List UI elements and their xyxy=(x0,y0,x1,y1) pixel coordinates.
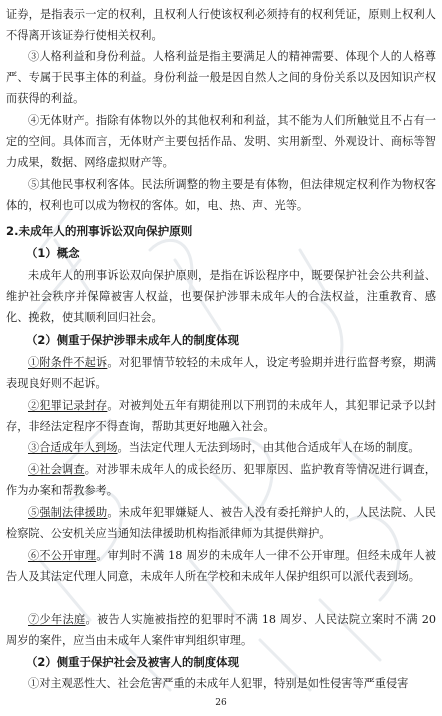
item-body: 。被告人实施被指控的犯罪时不满 18 周岁、人民法院立案时不满 20 周岁的案件，应当由未成年人案件审判组织审理。 xyxy=(6,613,436,648)
item-body: 。当法定代理人无法到场时，由其他合适成年人在场的制度。 xyxy=(117,441,420,454)
item-lead: ⑦少年法庭 xyxy=(28,613,86,626)
item-social-investigation xyxy=(6,459,436,501)
item-juvenile-court xyxy=(6,609,436,651)
item-body: 。对涉罪未成年人的成长经历、犯罪原因、监护教育等情况进行调查，作为办案和帮教参考。 xyxy=(6,463,436,498)
item-body: 。未成年犯罪嫌疑人、被告人没有委托辩护人的，人民法院、人民检察院、公安机关应当通知法律援助机构指派律师为其提供辩护。 xyxy=(6,506,436,541)
subheading-concept: （1）概念 xyxy=(26,246,80,260)
paragraph-intangible-property: ④无体财产。指除有体物以外的其他权利和利益，其不能为人们所触觉且不占有一定的空间。具体而言，无体财产主要包括作品、发明、实用新型、外观设计、商标等智力成果，数据、网络虚拟财产等。 xyxy=(6,114,436,170)
subheading-protect-society: （2）侧重于保护社会及被害人的制度体现 xyxy=(26,655,239,669)
paragraph-serious-offences: ①对主观恶性大、社会危害严重的未成年人犯罪，特别是如性侵害等严重侵害 xyxy=(28,677,409,690)
item-body: 。审判时不满 18 周岁的未成年人一律不公开审理。但经未成年人被告人及其法定代理人同意，未成年人所在学校和未成年人保护组织可以派代表到场。 xyxy=(6,549,436,584)
page-number: 26 xyxy=(215,698,227,708)
item-record-sealing xyxy=(6,395,436,437)
item-lead: ①附条件不起诉 xyxy=(28,356,108,369)
item-lead: ②犯罪记录封存 xyxy=(28,399,108,412)
paragraph-personality-interests: ③人格利益和身份利益。人格利益是指主要满足人的精神需要、体现个人的人格尊严、专属于民事主体的利益。身份利益一般是因自然人之间的身份关系以及因知识产权而获得的利益。 xyxy=(6,50,436,106)
paragraph-concept: 未成年人的刑事诉讼双向保护原则，是指在诉讼程序中，既要保护社会公共利益、维护社会秩序并保障被害人权益，也要保护涉罪未成年人的合法权益，注重教育、感化、挽救，使其顺利回归社会。 xyxy=(6,269,436,325)
subheading-protect-juveniles: （2）侧重于保护涉罪未成年人的制度体现 xyxy=(26,333,239,347)
item-body: 。对被判处五年有期徒刑以下刑罚的未成年人，其犯罪记录予以封存，非经法定程序不得查询，帮助其更好地融入社会。 xyxy=(6,399,436,434)
item-mandatory-legal-aid xyxy=(6,502,436,544)
item-lead: ⑥不公开审理 xyxy=(28,549,97,562)
item-appropriate-adult xyxy=(6,437,436,458)
paragraph-other-objects: ⑤其他民事权利客体。民法所调整的物主要是有体物，但法律规定权利作为物权客体的，权利也可以成为物权的客体。如，电、热、声、光等。 xyxy=(6,178,436,213)
section-heading: 2.未成年人的刑事诉讼双向保护原则 xyxy=(6,224,193,238)
item-lead: ④社会调查 xyxy=(28,463,85,476)
item-closed-trial xyxy=(6,545,436,587)
item-conditional-non-prosecution xyxy=(6,352,436,394)
paragraph-securities: 证券，是指表示一定的权利，且权利人行使该权利必须持有的权利凭证，原则上权利人不得离开该证券行使相关权利。 xyxy=(6,8,436,43)
item-lead: ③合适成年人到场 xyxy=(28,441,118,454)
item-body: 。对犯罪情节较轻的未成年人，设定考验期并进行监督考察，期满表现良好则不起诉。 xyxy=(6,356,436,391)
item-lead: ⑤强制法律援助 xyxy=(28,506,108,519)
